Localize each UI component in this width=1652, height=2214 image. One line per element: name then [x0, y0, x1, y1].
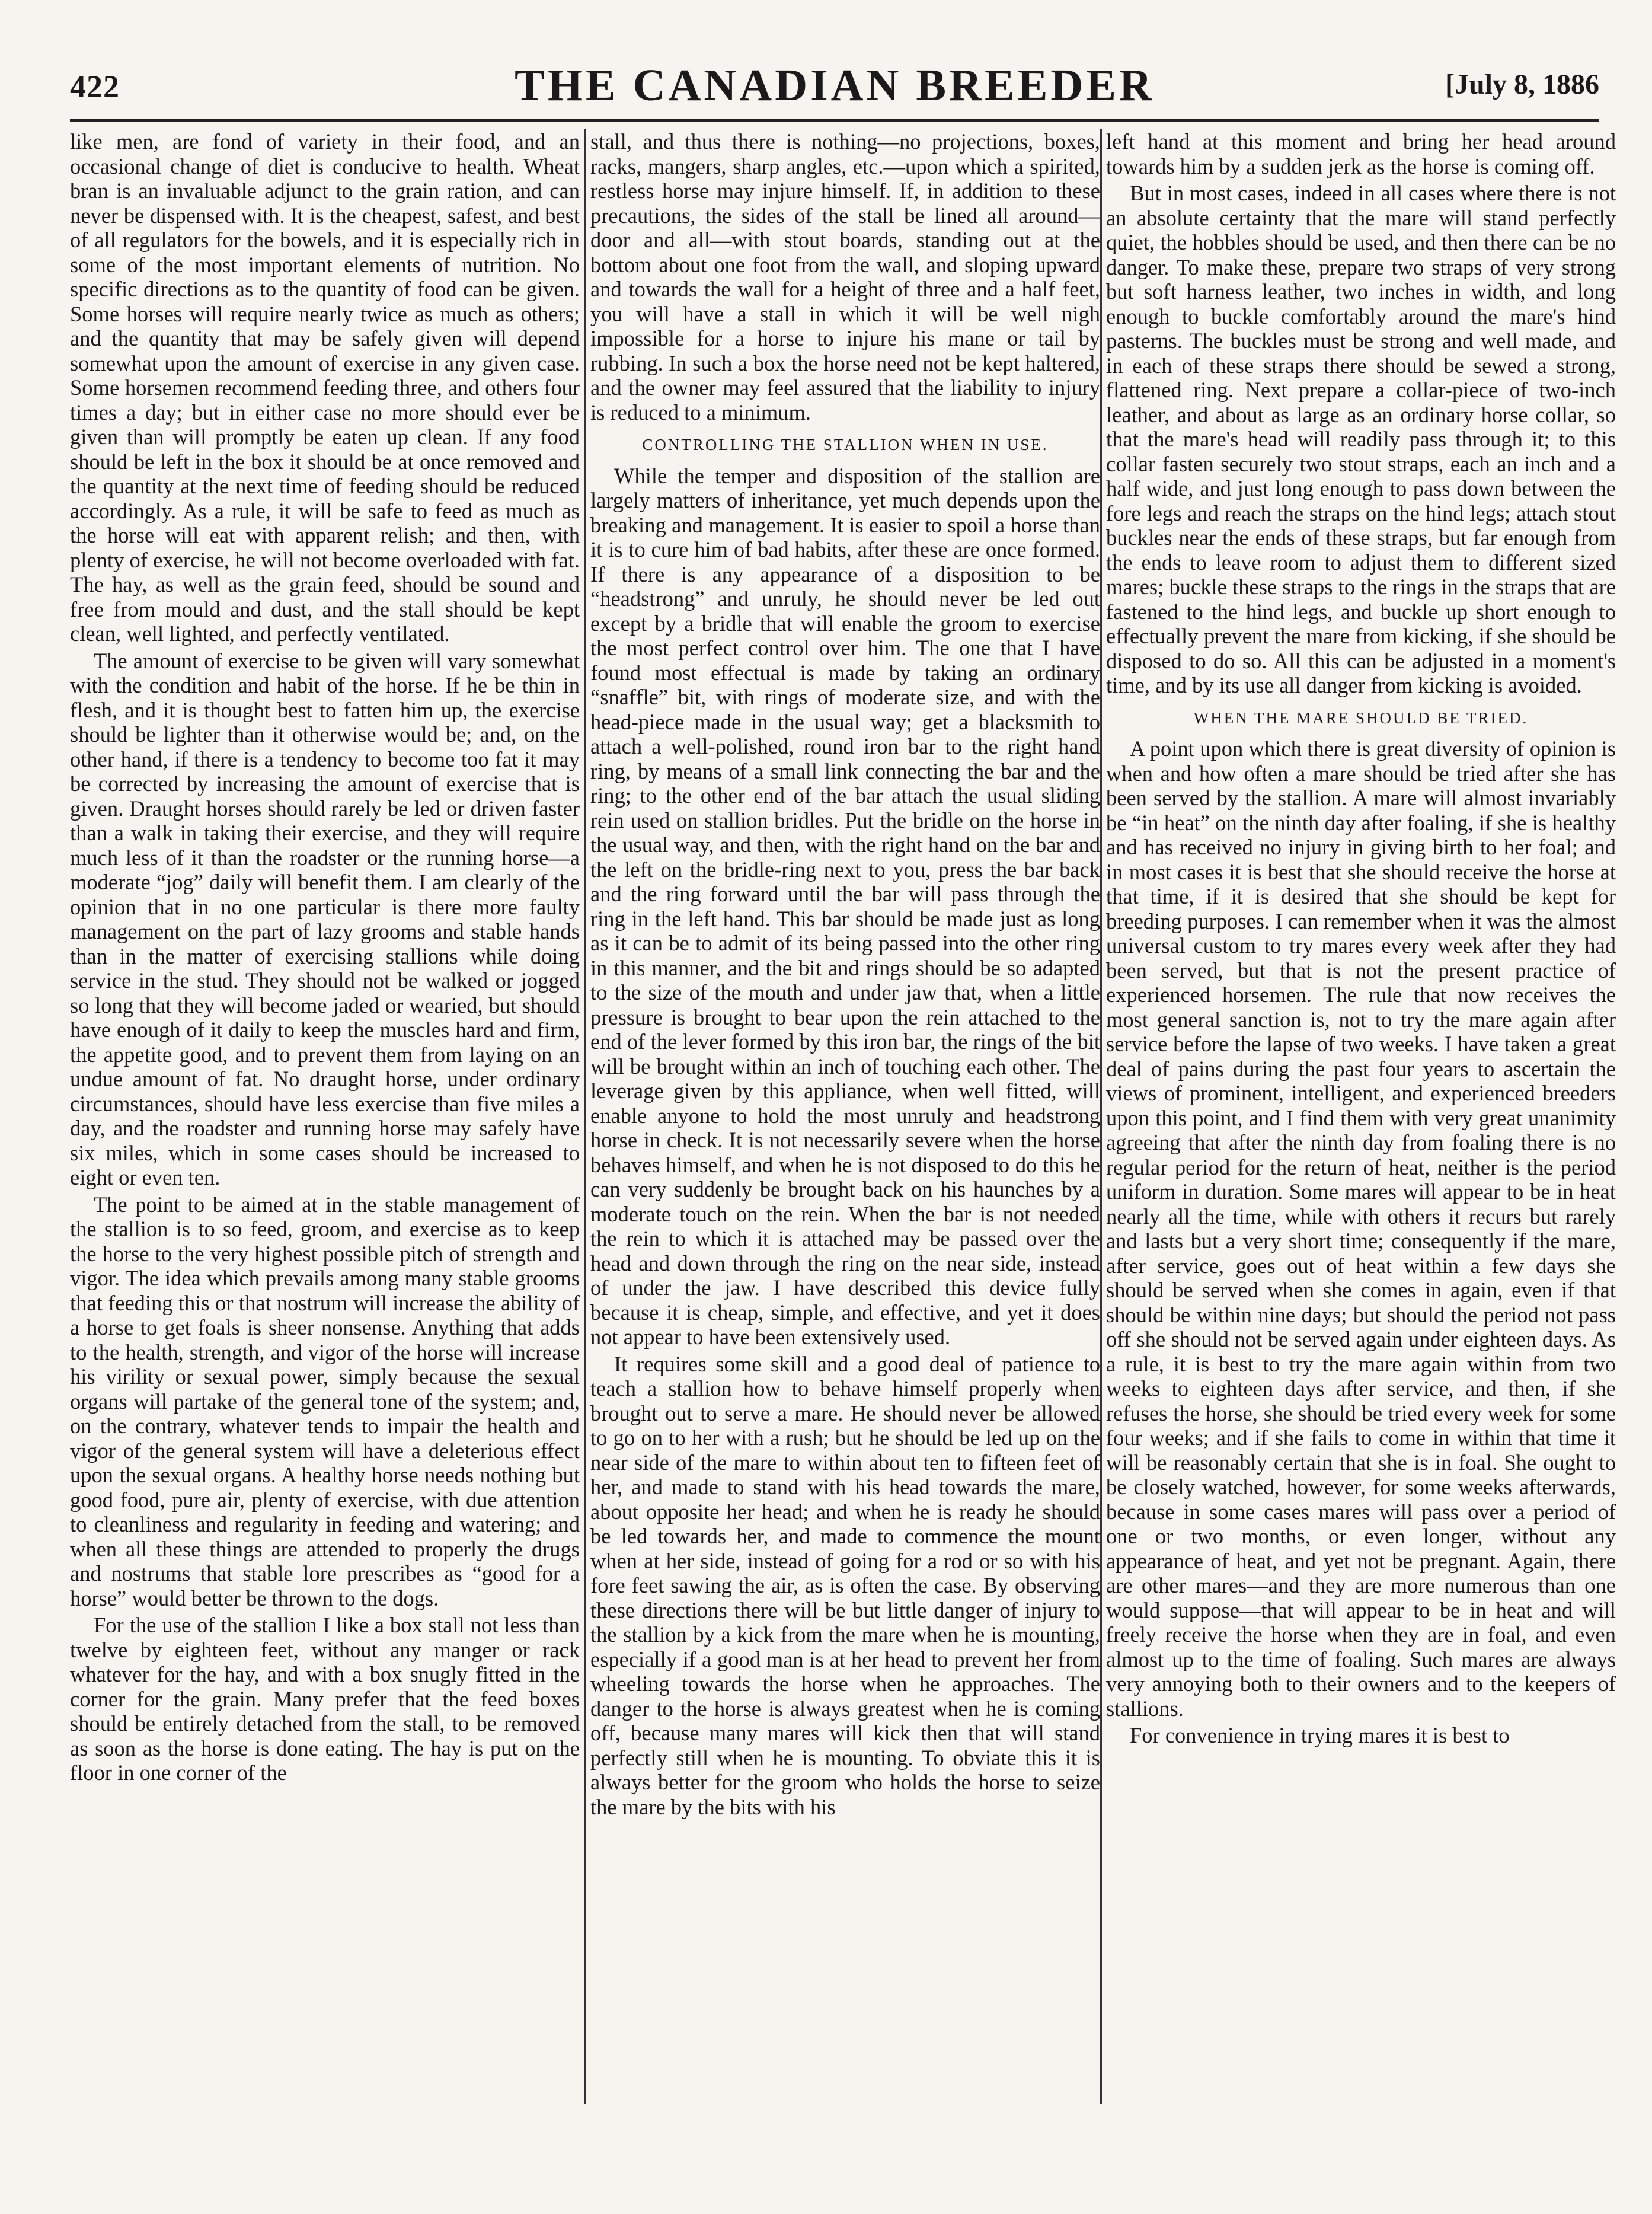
column-3 [1106, 129, 1616, 2104]
paragraph: left hand at this moment and bring her head around towards him by a sudden jerk as the horse is coming off. [1106, 129, 1616, 178]
paragraph: But in most cases, indeed in all cases where there is not an absolute certainty that the mare will stand perfectly quiet, the hobbles should be used, and then there can be no danger. To make these, prepare two straps of very strong but soft harness leather, two inches in width, and long enough to buckle comfortably around the mare's hind pasterns. The buckles must be strong and well made, and in each of these straps there should be sewed a strong, flattened ring. Next prepare a collar-piece of two-inch leather, and about as large as an ordinary horse collar, so that the mare's head will readily pass through it; to this collar fasten securely two stout straps, each an inch and a half wide, and just long enough to pass down between the fore legs and reach the straps on the hind legs; attach stout buckles near the ends of these straps, but far enough from the ends to leave room to adjust them to different sized mares; buckle these straps to the rings in the straps that are fastened to the hind legs, and buckle up short enough to effectually prevent the mare from kicking, if she should be disposed to do so. All this can be adjusted in a moment's time, and by its use all danger from kicking is avoided. [1106, 181, 1616, 697]
paragraph: stall, and thus there is nothing—no projections, boxes, racks, mangers, sharp angles, etc.—upon which a spirited, restless horse may injure himself. If, in addition to these precautions, the sides of the stall be lined all around—door and all—with stout boards, standing out at the bottom about one foot from the wall, and sloping upward and towards the wall for a height of three and a half feet, you will have a stall in which it will be well nigh impossible for a horse to injure his mane or tail by rubbing. In such a box the horse need not be kept haltered, and the owner may feel assured that the liability to injury is reduced to a minimum. [590, 129, 1100, 425]
paragraph: It requires some skill and a good deal of patience to teach a stallion how to behave himself properly when brought out to serve a mare. He should never be allowed to go on to her with a rush; but he should be led up on the near side of the mare to within about ten to fifteen feet of her, and made to stand with his head towards the mare, about opposite her head; and when he is ready he should be led towards her, and made to commence the mount when at her side, instead of going for a rod or so with his fore feet sawing the air, as is often the case. By observing these directions there will be but little danger of injury to the stallion by a kick from the mare when he is mounting, especially if a good man is at her head to prevent her from wheeling towards the horse when he approaches. The danger to the horse is always greatest when he is coming off, because many mares will kick then that will stand perfectly still when he is mounting. To obviate this it is always better for the groom who holds the horse to seize the mare by the bits with his [590, 1351, 1100, 1819]
section-heading: CONTROLLING THE STALLION WHEN IN USE. [642, 436, 1049, 454]
column-2 [590, 129, 1100, 2104]
section-heading: WHEN THE MARE SHOULD BE TRIED. [1193, 709, 1529, 727]
page-header [70, 56, 1599, 113]
header-rule [70, 119, 1599, 122]
paragraph: The amount of exercise to be given will vary somewhat with the condition and habit of the horse. If he be thin in flesh, and it is thought best to fatten him up, the exercise should be lighter than it otherwise would be; and, on the other hand, if there is a tendency to become too fat it may be corrected by increasing the amount of exercise that is given. Draught horses should rarely be led or driven faster than a walk in taking their exercise, and they will require much less of it than the roadster or the running horse—a moderate “jog” daily will benefit them. I am clearly of the opinion that in no one particular is there more faulty management on the part of lazy grooms and stable hands than in the matter of exercising stallions while doing service in the stud. They should not be walked or jogged so long that they will become jaded or wearied, but should have enough of it daily to keep the muscles hard and firm, the appetite good, and to prevent them from laying on an undue amount of fat. No draught horse, under ordinary circumstances, should have less exercise than five miles a day, and the roadster and running horse may safely have six miles, which in some cases should be increased to eight or even ten. [70, 648, 580, 1189]
column-divider [584, 129, 586, 2104]
masthead-title: THE CANADIAN BREEDER [515, 60, 1155, 110]
issue-date: [July 8, 1886 [1445, 69, 1599, 100]
paragraph: For convenience in trying mares it is best to [1130, 1723, 1510, 1747]
paragraph: While the temper and disposition of the stallion are largely matters of inheritance, yet much depends upon the breaking and management. It is easier to spoil a horse than it is to cure him of bad habits, after these are once formed. If there is any appearance of a disposition to be “headstrong” and unruly, he should never be led out except by a bridle that will enable the groom to exercise the most perfect control over him. The one that I have found most effectual is made by taking an ordinary “snaffle” bit, with rings of moderate size, and with the head-piece made in the usual way; get a blacksmith to attach a well-polished, round iron bar to the right hand ring, by means of a small link connecting the bar and the ring; to the other end of the bar attach the usual sliding rein used on stallion bridles. Put the bridle on the horse in the usual way, and then, with the right hand on the bar and the left on the bridle-ring next to you, press the bar back and the ring forward until the bar will pass through the ring in the left hand. This bar should be made just as long as it can be to admit of its being passed into the other ring in this manner, and the bit and rings should be so adapted to the size of the mouth and under jaw that, when a little pressure is brought to bear upon the rein attached to the end of the lever formed by this iron bar, the rings of the bit will be brought within an inch of touching each other. The leverage given by this appliance, when well fitted, will enable anyone to hold the most unruly and headstrong horse in check. It is not necessarily severe when the horse behaves himself, and when he is not disposed to do this he can very suddenly be brought back on his haunches by a moderate touch on the rein. When the bar is not needed the rein to which it is attached may be passed over the head and down through the ring on the near side, instead of under the jaw. I have described this device fully because it is cheap, simple, and effective, and yet it does not appear to have been extensively used. [590, 463, 1100, 1349]
paragraph: For the use of the stallion I like a box stall not less than twelve by eighteen feet, without any manger or rack whatever for the hay, and with a box snugly fitted in the corner for the grain. Many prefer that the feed boxes should be entirely detached from the stall, to be removed as soon as the horse is done eating. The hay is put on the floor in one corner of the [70, 1613, 580, 1785]
paragraph: A point upon which there is great diversity of opinion is when and how often a mare should be tried after she has been served by the stallion. A mare will almost invariably be “in heat” on the ninth day after foaling, if she is healthy and has received no injury in giving birth to her foal; and in most cases it is best that she should receive the horse at that time, if it is desired that she should be kept for breeding purposes. I can remember when it was the almost universal custom to try mares every week after they had been served, but that is not the present practice of experienced horsemen. The rule that now receives the most general sanction is, not to try the mare again after service before the lapse of two weeks. I have taken a great deal of pains during the past four years to ascertain the views of prominent, intelligent, and experienced breeders upon this point, and I find them with very great unanimity agreeing that after the ninth day from foaling there is no regular period for the return of heat, neither is the period uniform in duration. Some mares will appear to be in heat nearly all the time, while with others it recurs but rarely and lasts but a very short time; consequently if the mare, after service, goes out of heat within a few days she should be served when she comes in again, even if that should be within nine days; but should the period not pass off she should not be served again under eighteen days. As a rule, it is best to try the mare again within from two weeks to eighteen days after service, and then, if she refuses the horse, she should be tried every week for some four weeks; and if she fails to come in within that time it will be reasonably certain that she is in foal. She ought to be closely watched, however, for some weeks afterwards, because in some cases mares will pass over a period of one or two months, or even longer, without any appearance of heat, and yet not be pregnant. Again, there are other mares—and they are more numerous than one would suppose—that will appear to be in heat and will freely receive the horse when they are in foal, and even almost up to the time of foaling. Such mares are always very annoying both to their owners and to the keepers of stallions. [1106, 736, 1616, 1721]
column-divider [1100, 129, 1102, 2104]
paragraph: The point to be aimed at in the stable management of the stallion is to so feed, groom, and exercise as to keep the horse to the very highest possible pitch of strength and vigor. The idea which prevails among many stable grooms that feeding this or that nostrum will increase the ability of a horse to get foals is sheer nonsense. Anything that adds to the health, strength, and vigor of the horse will increase his virility or sexual power, simply because the sexual organs will partake of the general tone of the system; and, on the contrary, whatever tends to impair the health and vigor of the general system will have a deleterious effect upon the sexual organs. A healthy horse needs nothing but good food, pure air, plenty of exercise, with due attention to cleanliness and regularity in feeding and watering; and when all these things are attended to properly the drugs and nostrums that stable lore prescribes as “good for a horse” would better be thrown to the dogs. [70, 1192, 580, 1610]
page-number: 422 [70, 69, 120, 104]
paragraph: like men, are fond of variety in their food, and an occasional change of diet is conducive to health. Wheat bran is an invaluable adjunct to the grain ration, and can never be dispensed with. It is the cheapest, safest, and best of all regulators for the bowels, and it is especially rich in some of the most important elements of nutrition. No specific directions as to the quantity of food can be given. Some horses will require nearly twice as much as others; and the quantity that may be safely given will depend somewhat upon the amount of exercise in any given case. Some horsemen recommend feeding three, and others four times a day; but in either case no more should ever be given than will promptly be eaten up clean. If any food should be left in the box it should be at once removed and the quantity at the next time of feeding should be reduced accordingly. As a rule, it will be safe to feed as much as the horse will eat with apparent relish; and then, with plenty of exercise, he will not become overloaded with fat. The hay, as well as the grain feed, should be sound and free from mould and dust, and the stall should be kept clean, well lighted, and perfectly ventilated. [70, 129, 580, 646]
column-1 [70, 129, 580, 2104]
